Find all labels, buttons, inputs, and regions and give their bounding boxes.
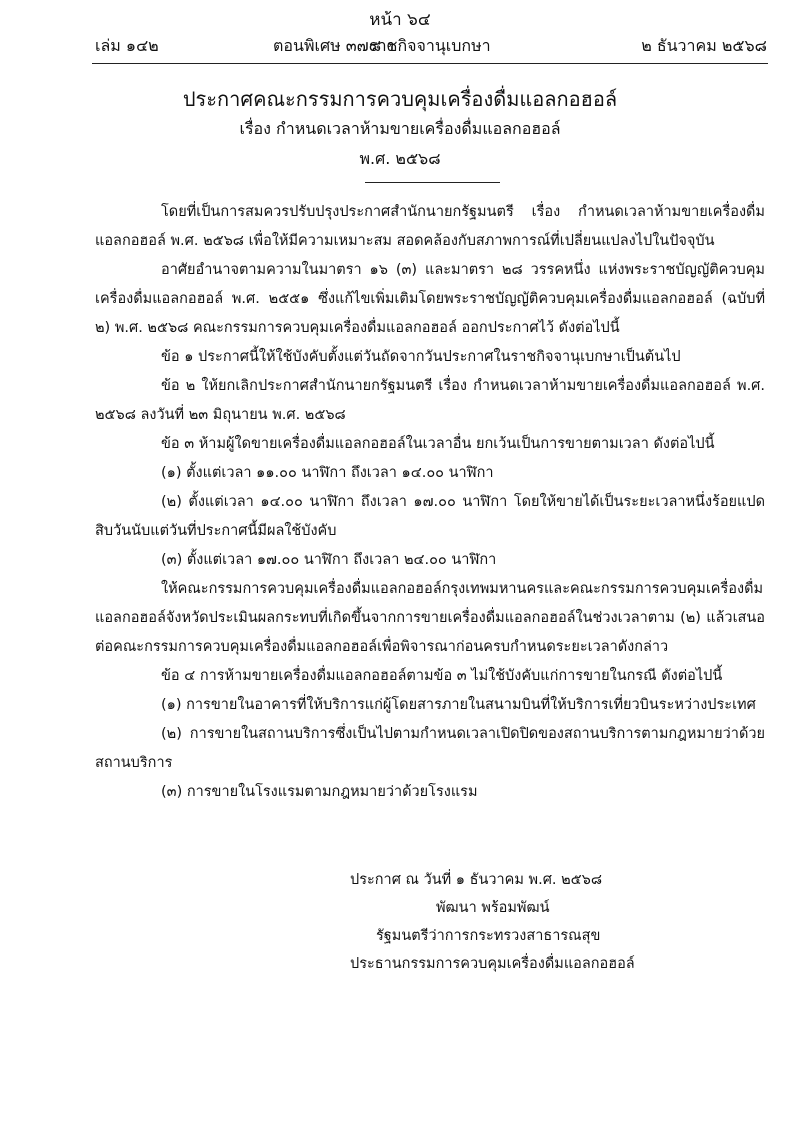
title-divider bbox=[365, 182, 500, 183]
signatory-name: พัฒนา พร้อมพัฒน์ bbox=[436, 900, 550, 916]
clause-3-item-3: (๓) ตั้งแต่เวลา ๑๗.๐๐ นาฬิกา ถึงเวลา ๒๔.๐๐ นาฬิกา bbox=[161, 552, 497, 568]
announcement-title: ประกาศคณะกรรมการควบคุมเครื่องดื่มแอลกอฮอล์ bbox=[182, 87, 618, 111]
page-number: หน้า ๖๔ bbox=[369, 10, 431, 30]
authority-paragraph: อาศัยอำนาจตามความในมาตรา ๑๖ (๓) และมาตรา ๒๘ วรรคหนึ่ง แห่งพระราชบัญญัติควบคุมเครื่องดื่มแอลกอฮอล์ พ.ศ. ๒๕๕๑ ซึ่งแก้ไขเพิ่มเติมโดยพระราชบัญญัติควบคุมเครื่องดื่มแอลกอฮอล์ (ฉบับที่ ๒) พ.ศ. ๒๕๖๘ คณะกรรมการควบคุมเครื่องดื่มแอลกอฮอล์ ออกประกาศไว้ ดังต่อไปนี้ bbox=[95, 262, 765, 336]
gazette-date: ๒ ธันวาคม ๒๕๖๘ bbox=[641, 36, 767, 55]
announcement-year: พ.ศ. ๒๕๖๘ bbox=[359, 149, 441, 168]
gazette-issue: ตอนพิเศษ ๓๗๘ ง bbox=[273, 36, 394, 55]
clause-1: ข้อ ๑ ประกาศนี้ให้ใช้บังคับตั้งแต่วันถัดจากวันประกาศในราชกิจจานุเบกษาเป็นต้นไป bbox=[161, 349, 681, 365]
clause-4-item-2: (๒) การขายในสถานบริการซึ่งเป็นไปตามกำหนดเวลาเปิดปิดของสถานบริการตามกฎหมายว่าด้วยสถานบริการ bbox=[95, 726, 765, 771]
signatory-role: ประธานกรรมการควบคุมเครื่องดื่มแอลกอฮอล์ bbox=[350, 956, 635, 972]
header-divider bbox=[92, 63, 768, 64]
announcement-body bbox=[95, 198, 765, 807]
announcement-subject: เรื่อง กำหนดเวลาห้ามขายเครื่องดื่มแอลกอฮอล์ bbox=[239, 119, 561, 138]
clause-3-item-1: (๑) ตั้งแต่เวลา ๑๑.๐๐ นาฬิกา ถึงเวลา ๑๔.๐๐ นาฬิกา bbox=[161, 465, 494, 481]
clause-4: ข้อ ๔ การห้ามขายเครื่องดื่มแอลกอฮอล์ตามข้อ ๓ ไม่ใช้บังคับแก่การขายในกรณี ดังต่อไปนี้ bbox=[161, 668, 723, 684]
signature-date: ประกาศ ณ วันที่ ๑ ธันวาคม พ.ศ. ๒๕๖๘ bbox=[350, 872, 603, 888]
gazette-publication: ราชกิจจานุเบกษา bbox=[369, 36, 491, 55]
clause-2: ข้อ ๒ ให้ยกเลิกประกาศสำนักนายกรัฐมนตรี เรื่อง กำหนดเวลาห้ามขายเครื่องดื่มแอลกอฮอล์ พ.ศ. ๒๕๖๘ ลงวันที่ ๒๓ มิถุนายน พ.ศ. ๒๕๖๘ bbox=[95, 378, 765, 423]
gazette-header bbox=[95, 34, 767, 60]
clause-4-item-1: (๑) การขายในอาคารที่ให้บริการแก่ผู้โดยสารภายในสนามบินที่ให้บริการเที่ยวบินระหว่างประเทศ bbox=[161, 697, 756, 713]
clause-3-item-2: (๒) ตั้งแต่เวลา ๑๔.๐๐ นาฬิกา ถึงเวลา ๑๗.๐๐ นาฬิกา โดยให้ขายได้เป็นระยะเวลาหนึ่งร้อยแปดสิบวันนับแต่วันที่ประกาศนี้มีผลใช้บังคับ bbox=[95, 494, 765, 539]
clause-3-evaluation-paragraph: ให้คณะกรรมการควบคุมเครื่องดื่มแอลกอฮอล์กรุงเทพมหานครและคณะกรรมการควบคุมเครื่องดื่มแอลกอฮอล์จังหวัดประเมินผลกระทบที่เกิดขึ้นจากการขายเครื่องดื่มแอลกอฮอล์ในช่วงเวลาตาม (๒) แล้วเสนอต่อคณะกรรมการควบคุมเครื่องดื่มแอลกอฮอล์เพื่อพิจารณาก่อนครบกำหนดระยะเวลาดังกล่าว bbox=[95, 581, 765, 655]
preamble-paragraph: โดยที่เป็นการสมควรปรับปรุงประกาศสำนักนายกรัฐมนตรี เรื่อง กำหนดเวลาห้ามขายเครื่องดื่มแอลกอฮอล์ พ.ศ. ๒๕๖๘ เพื่อให้มีความเหมาะสม สอดคล้องกับสภาพการณ์ที่เปลี่ยนแปลงไปในปัจจุบัน bbox=[95, 204, 765, 249]
clause-3: ข้อ ๓ ห้ามผู้ใดขายเครื่องดื่มแอลกอฮอล์ในเวลาอื่น ยกเว้นเป็นการขายตามเวลา ดังต่อไปนี้ bbox=[161, 436, 715, 452]
signature-block bbox=[340, 866, 660, 978]
gazette-volume: เล่ม ๑๔๒ bbox=[95, 36, 159, 55]
clause-4-item-3: (๓) การขายในโรงแรมตามกฎหมายว่าด้วยโรงแรม bbox=[161, 784, 478, 800]
signatory-position: รัฐมนตรีว่าการกระทรวงสาธารณสุข bbox=[376, 928, 601, 944]
